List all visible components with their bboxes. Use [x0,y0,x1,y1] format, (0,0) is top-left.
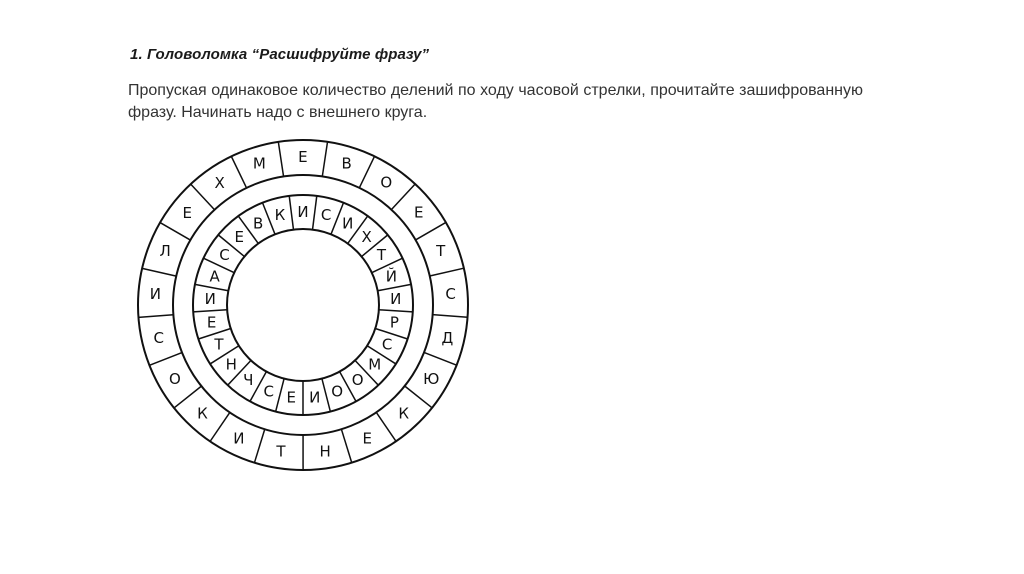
wheel-ring-lines [138,140,468,470]
outer-ring-letter: Е [413,203,424,222]
inner-ring-letter: И [204,290,216,309]
inner-ring-letter: Т [376,246,387,265]
outer-ring-letter: О [168,370,181,389]
outer-ring-letter: Е [182,203,192,222]
outer-ring-divider [416,222,446,240]
inner-ring-letter: Х [361,228,372,247]
outer-ring-divider [341,429,351,462]
outer-ring-divider [142,268,176,276]
outer-ring-divider [433,315,468,318]
outer-ring-letter: И [149,285,162,303]
outer-ring-divider [391,184,415,210]
inner-ring-letter: С [381,335,393,354]
outer-ring-divider [278,142,283,177]
outer-ring-letter: О [380,173,393,192]
outer-ring-divider [376,412,396,441]
inner-ring-divider [193,310,227,312]
inner-ring-letter: Е [234,228,245,247]
outer-ring-letter: К [197,404,208,423]
inner-ring-letter: К [274,205,286,224]
inner-ring-divider [276,379,284,412]
inner-circle [227,229,382,381]
outer-ring-letter: К [398,404,410,423]
outer-ring-letter: Д [441,328,454,347]
outer-ring-letter: Е [298,148,308,166]
outer-ring-letter: С [445,284,456,303]
inner-ring-letter: С [263,382,275,401]
inner-ring-letter: О [351,371,364,390]
outer-ring-divider [322,142,327,177]
inner-ring-letter: О [331,382,344,401]
inner-ring-letter: И [309,388,321,407]
inner-ring-letter: И [342,214,354,233]
inner-ring-letter: Р [389,313,399,332]
outer-ring-divider [138,315,173,318]
outer-ring-divider [359,156,374,188]
outer-ring-divider [149,353,182,366]
outer-ring-divider [160,223,190,240]
outer-ring-letter: М [252,154,266,173]
inner-ring-letter: М [368,355,382,374]
inner-ring-letter: Й [385,267,398,286]
puzzle-title: 1. Головоломка “Расшифруйте фразу” [130,46,430,63]
inner-ring-letter: А [209,267,220,286]
inner-ring-letters [205,203,402,406]
inner-ring-letter: Е [286,388,297,407]
outer-ring-letter: Ю [423,369,440,388]
outer-ring-divider [231,156,246,188]
inner-ring-letter: Ч [243,371,254,390]
inner-ring-letter: Т [214,335,224,354]
inner-ring-divider [322,379,330,412]
outer-ring-letter: С [153,329,164,347]
outer-ring-letter: Т [276,442,286,461]
outer-ring-divider [254,429,264,462]
outer-ring-letter: Т [436,241,446,260]
inner-ring-letter: С [320,205,332,224]
outer-ring-letter: Х [214,173,225,192]
inner-ring-letter: Е [206,313,217,332]
outer-ring-divider [191,184,215,210]
inner-ring-divider [379,310,413,312]
outer-ring-divider [210,412,230,441]
inner-ring-divider [263,203,276,235]
inner-ring-letter: И [297,203,309,221]
puzzle-instruction: Пропуская одинаковое количество делений по ходу часовой стрелки, прочитайте зашифрованную фразу. Начинать надо с внешнего круга. [128,82,863,121]
inner-ring-letter: Н [225,355,237,374]
outer-ring-letter: И [233,429,245,448]
inner-ring-letter: С [219,246,230,265]
inner-ring-divider [313,196,317,230]
inner-ring-letter: В [253,214,264,233]
outer-ring-divider [424,352,457,365]
inner-ring-divider [289,196,293,230]
outer-ring-letter: Н [319,442,331,461]
inner-ring-letter: И [390,290,402,309]
outer-ring-letter: В [341,154,352,173]
outer-ring-letter: Л [159,242,171,260]
outer-ring-letter: Е [362,429,373,448]
outer-circle [138,140,468,470]
outer-ring-divider [430,268,464,276]
